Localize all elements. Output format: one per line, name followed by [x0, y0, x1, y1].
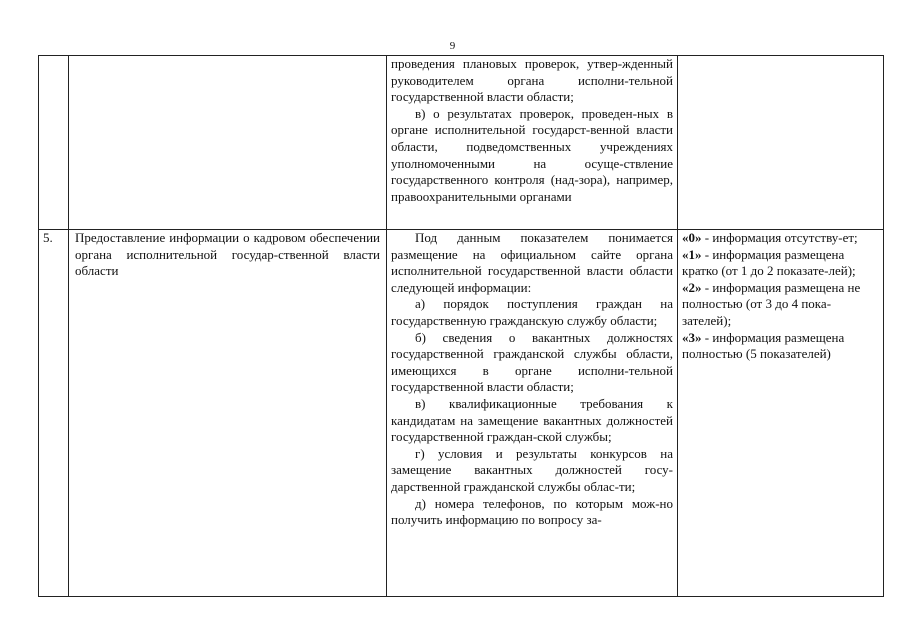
table-row-5 [39, 230, 884, 597]
score-3 [682, 330, 879, 363]
score-1 [682, 247, 879, 280]
description-item-d: д) номера телефонов, по которым мож-но получить информацию по вопросу за- [391, 495, 673, 528]
criteria-table [38, 55, 884, 597]
description-item-v: в) о результатах проверок, проведен-ных в органе исполнительной государст-венной власти области, подведомственных учреждениях уполномоченными на осуще-ствление государственного контроля (над-зора), например, правоохранительными органами [391, 105, 673, 204]
cell-score-empty [678, 56, 884, 230]
indicator-title: Предоставление информации о кадровом обеспечении органа исполнительной государ-ственной власти области [69, 230, 387, 597]
cell-title-empty [69, 56, 387, 230]
indicator-description [387, 230, 678, 597]
description-fragment: проведения плановых проверок, утвер-жденный руководителем органа исполни-тельной государственной власти области; [391, 56, 673, 105]
description-item-v: в) квалификационные требования к кандидатам на замещение вакантных должностей государственной граждан-ской службы; [391, 395, 673, 445]
row-number: 5. [39, 230, 69, 597]
scoring-criteria [678, 230, 884, 597]
score-1-text: - информация размещена кратко (от 1 до 2 показате-лей); [682, 246, 856, 279]
score-2-key: «2» [682, 279, 702, 295]
score-1-key: «1» [682, 246, 702, 262]
cell-number-empty [39, 56, 69, 230]
cell-description-continued [387, 56, 678, 230]
score-2 [682, 280, 879, 330]
score-3-key: «3» [682, 329, 702, 345]
page-number: 9 [449, 40, 456, 52]
score-0 [682, 230, 879, 247]
score-0-text: - информация отсутству-ет; [701, 230, 858, 245]
description-intro: Под данным показателем понимается размещение на официальном сайте органа исполнительной государственной власти области следующей информации: [391, 230, 673, 295]
score-2-text: - информация размещена не полностью (от 3 до 4 пока-зателей); [682, 279, 861, 328]
description-item-b: б) сведения о вакантных должностях государственной гражданской службы области, имеющихся в органе исполни-тельной государственной власти области; [391, 329, 673, 395]
score-3-text: - информация размещена полностью (5 показателей) [682, 329, 845, 362]
score-0-key: «0» [682, 230, 702, 245]
description-item-g: г) условия и результаты конкурсов на замещение вакантных должностей госу-дарственной гражданской службы облас-ти; [391, 445, 673, 494]
description-item-a: а) порядок поступления граждан на государственную гражданскую службу области; [391, 296, 673, 328]
table-row-continued [39, 56, 884, 230]
